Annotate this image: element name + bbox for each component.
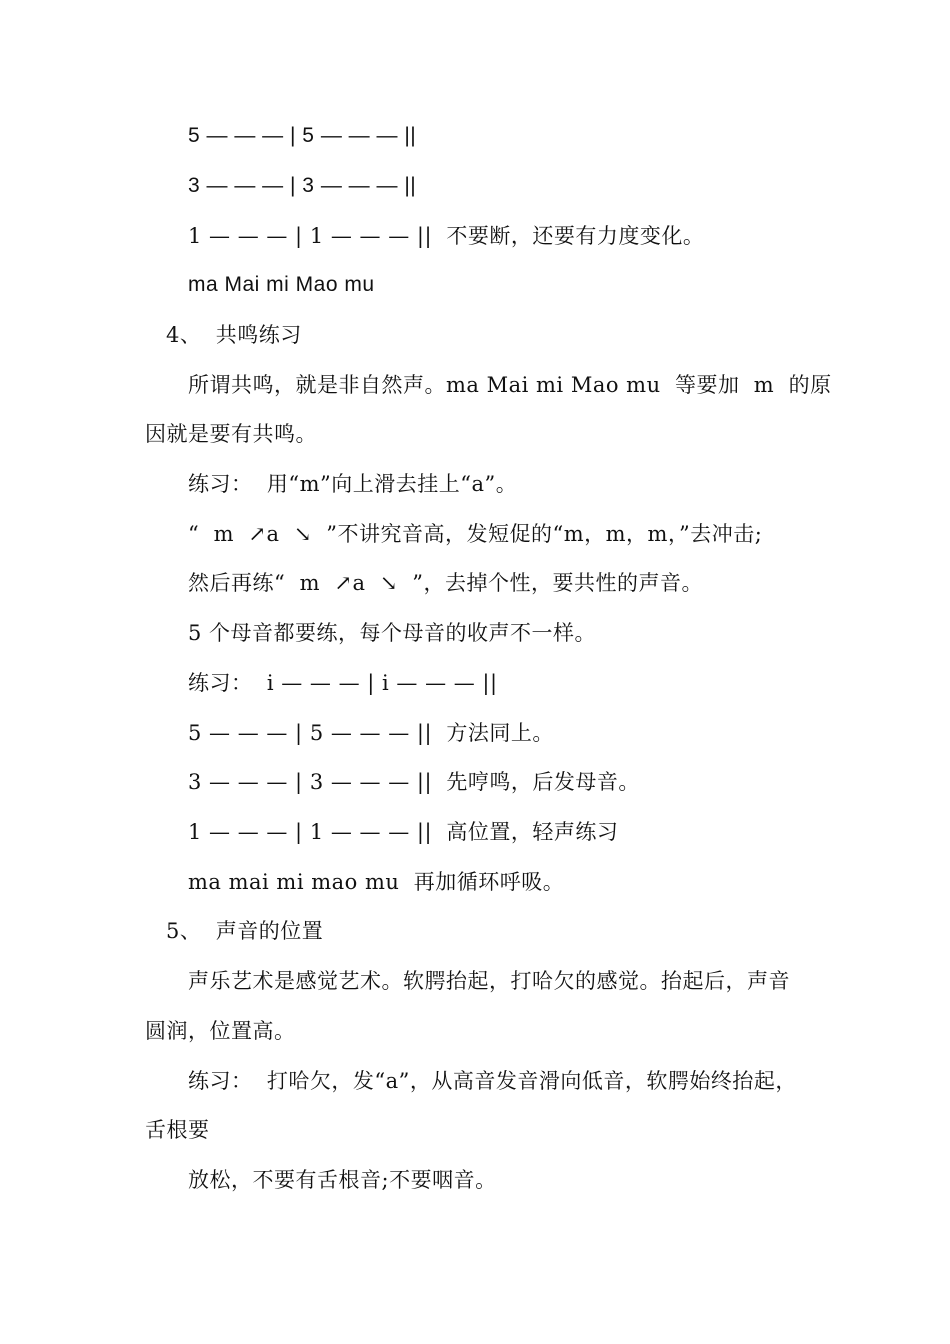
syllable-line: ma Mai mi Mao mu (188, 273, 375, 296)
exercise-line: 练习： i — — — | i — — — || (188, 671, 498, 695)
paragraph-line: 声乐艺术是感觉艺术。软腭抬起，打哈欠的感觉。抬起后，声音 (188, 969, 790, 993)
paragraph-line: 所谓共鸣，就是非自然声。ma Mai mi Mao mu 等要加 m 的原 (188, 373, 832, 397)
notation-line-1: 1 — — — | 1 — — — || 不要断，还要有力度变化。 (188, 224, 705, 248)
notation-line-5: 5 — — — | 5 — — — || 方法同上。 (188, 721, 554, 745)
paragraph-line: 圆润，位置高。 (145, 1019, 296, 1043)
paragraph-line: 然后再练“ m ↗a ↘ ”，去掉个性，要共性的声音。 (188, 571, 703, 595)
notation-line-3: 3 — — — | 3 — — — || (188, 174, 417, 197)
paragraph-line: “ m ↗a ↘ ”不讲究音高，发短促的“m，m，m，”去冲击; (188, 522, 763, 546)
paragraph-line: 因就是要有共鸣。 (145, 422, 317, 446)
paragraph-line: 放松，不要有舌根音;不要咽音。 (188, 1168, 497, 1192)
section-heading-4: 4、 共鸣练习 (166, 323, 302, 347)
paragraph-line: 舌根要 (145, 1118, 210, 1142)
paragraph-line: 练习： 用“m”向上滑去挂上“a”。 (188, 472, 518, 496)
syllable-line: ma mai mi mao mu 再加循环呼吸。 (188, 870, 565, 894)
notation-line-1: 1 — — — | 1 — — — || 高位置，轻声练习 (188, 820, 619, 844)
paragraph-line: 5 个母音都要练，每个母音的收声不一样。 (188, 621, 597, 645)
notation-line-3: 3 — — — | 3 — — — || 先哼鸣，后发母音。 (188, 770, 640, 794)
section-heading-5: 5、 声音的位置 (166, 919, 324, 943)
paragraph-line: 练习： 打哈欠，发“a”，从高音发音滑向低音，软腭始终抬起， (188, 1069, 797, 1093)
notation-line-5: 5 — — — | 5 — — — || (188, 124, 417, 147)
